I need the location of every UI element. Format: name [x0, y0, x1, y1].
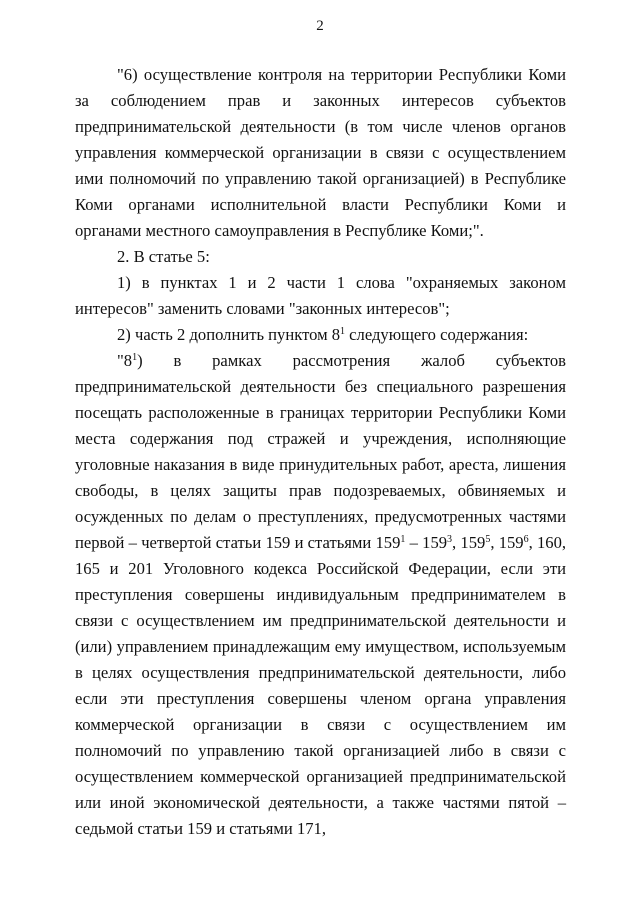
- text-segment: "8: [117, 351, 133, 370]
- text-segment: ) в рамках рассмотрения жалоб субъектов предпринимательской деятельности без специального разрешения посещать расположенные в границах территории Республики Коми места содержания под стражей и учреждения, исполняющие уголовные наказания в виде принудительных работ, ареста, лишения свободы, в целях защиты прав подозреваемых, обвиняемых и осужденных по делам о преступлениях, предусмотренных частями первой – четвертой статьи 159 и статьями 159: [75, 351, 566, 552]
- superscript: 1: [132, 352, 138, 363]
- document-body: [75, 62, 566, 842]
- text-segment: 2) часть 2 дополнить пунктом 8: [117, 325, 341, 344]
- text-segment: , 159: [490, 533, 524, 552]
- paragraph-item-6: "6) осуществление контроля на территории Республики Коми за соблюдением прав и законных интересов субъектов предпринимательской деятельности (в том числе членов органов управления коммерческой организации в связи с осуществлением ими полномочий по управлению такой организацией) в Республике Коми органами исполнительной власти Республики Коми и органами местного самоуправления в Республике Коми;".: [75, 65, 566, 240]
- text-segment: – 159: [405, 533, 448, 552]
- superscript: 1: [340, 326, 346, 337]
- superscript: 6: [523, 534, 529, 545]
- superscript: 3: [447, 534, 453, 545]
- superscript: 5: [485, 534, 491, 545]
- paragraph-subitem-2: [75, 322, 566, 348]
- page-number: 2: [316, 18, 324, 34]
- text-segment: , 160, 165 и 201 Уголовного кодекса Российской Федерации, если эти преступления совершены индивидуальным предпринимателем в связи с осуществлением им предпринимательской деятельности и (или) управлением принадлежащим ему имуществом, используемым в целях осуществления предпринимательской деятельности, либо если эти преступления совершены членом органа управления коммерческой организации в связи с осуществлением им полномочий по управлению такой организацией либо в связи с осуществлением коммерческой организацией предпринимательской или иной экономической деятельности, а также частями пятой – седьмой статьи 159 и статьями 171,: [75, 533, 567, 838]
- paragraph-subitem-1: 1) в пунктах 1 и 2 части 1 слова "охраняемых законом интересов" заменить словами "законных интересов";: [75, 273, 566, 318]
- paragraph-article-5-heading: 2. В статье 5:: [117, 247, 210, 266]
- text-segment: , 159: [452, 533, 486, 552]
- paragraph-item-8-1: [75, 348, 566, 842]
- superscript: 1: [400, 534, 406, 545]
- text-segment: следующего содержания:: [345, 325, 529, 344]
